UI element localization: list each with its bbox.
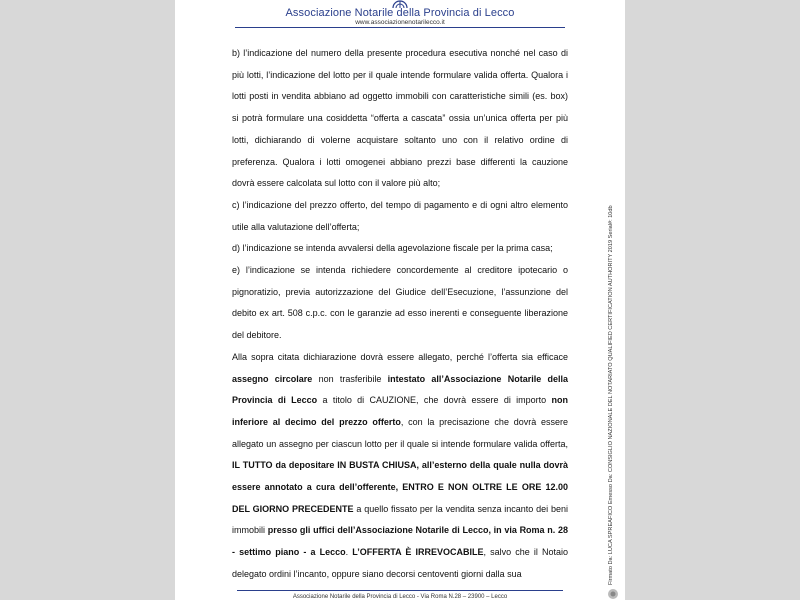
bold-text-run: presso gli uffici dell’Associazione Notarile di Lecco, in via Roma n. 28 - settimo piano - a Lecco [232,525,568,558]
bold-text-run: intestato all’Associazione Notarile della Provincia di Lecco [232,373,568,406]
text-run: . [345,547,353,558]
text-run: , salvo che il Notaio delegato ordini l’incanto, oppure siano decorsi centoventi giorni dalla sua [232,547,568,579]
signature-seal-icon [607,588,619,600]
paragraph [232,195,568,238]
footer-address: Associazione Notarile della Provincia di Lecco - Via Roma N.28 – 23900 – Lecco [292,594,508,600]
paragraph [232,347,568,586]
bold-text-run: non inferiore al decimo del prezzo offerto [232,395,568,427]
paragraph [232,43,568,195]
text-run: Alla sopra citata dichiarazione dovrà essere allegato, perché l’offerta sia efficace [232,351,568,362]
bold-text-run: IL TUTTO da depositare IN BUSTA CHIUSA, all’esterno della quale nulla dovrà essere annotato a cura dell’offerente, ENTRO E NON OLTRE LE ORE 12.00 DEL GIORNO PRECEDENTE [232,460,568,514]
document-page [175,0,625,600]
text-run: , con la precisazione che dovrà essere allegato un assegno per ciascun lotto per il quale si intende formulare valida offerta, [232,416,568,449]
letterhead [175,0,625,34]
text-run: e) l’indicazione se intenda richiedere concordemente al creditore ipotecario o pignoratizio, previa autorizzazione del Giudice dell’Esecuzione, l’assunzione del debito ex art. 508 c.p.c. con le garanzie ad esso inerenti e conseguente liberazione del debitore. [232,265,568,341]
footer-divider [237,590,563,591]
text-run: b) l’indicazione del numero della presente procedura esecutiva nonché nel caso di più lotti, l’indicazione del lotto per il quale intende formulare valida offerta. Qualora i lotti posti in vendita abbiano ad oggetto immobili con caratteristiche simili (es. box) si potrà formulare una cosiddetta “offerta a cascata” ossia un’unica offerta per più lotti, dichiarando di volerne acquistare soltanto uno con il relativo ordine di preferenza. Qualora i lotti omogenei abbiano prezzi base differenti la cauzione dovrà essere calcolata sul lotto con il valore più alto; [232,48,568,189]
paragraph [232,260,568,347]
text-run: a titolo di CAUZIONE, che dovrà essere di importo [317,395,552,406]
digital-signature-note: Firmato Da: LUCA SPREAFICO Emesso Da: CONSIGLIO NAZIONALE DEL NOTARIATO QUALIFIED CERTIFICATION AUTHORITY 2019 Serial#: 10db [608,205,614,585]
letterhead-title: Associazione Notarile della Provincia di Lecco [285,7,515,19]
text-run: c) l’indicazione del prezzo offerto, del tempo di pagamento e di ogni altro elemento utile alla valutazione dell’offerta; [232,199,568,232]
text-run: a quello fissato per la vendita senza incanto dei beni immobili [232,503,569,536]
text-run: non trasferibile [312,373,388,384]
bold-text-run: L’OFFERTA È IRREVOCABILE [352,547,484,558]
text-run: d) l’indicazione se intenda avvalersi della agevolazione fiscale per la prima casa; [232,243,553,254]
letterhead-url: www.associazionenotarilecco.it [355,19,445,26]
bold-text-run: assegno circolare [232,373,313,384]
letterhead-divider [235,27,565,28]
paragraph [232,238,568,260]
document-body [232,43,568,586]
